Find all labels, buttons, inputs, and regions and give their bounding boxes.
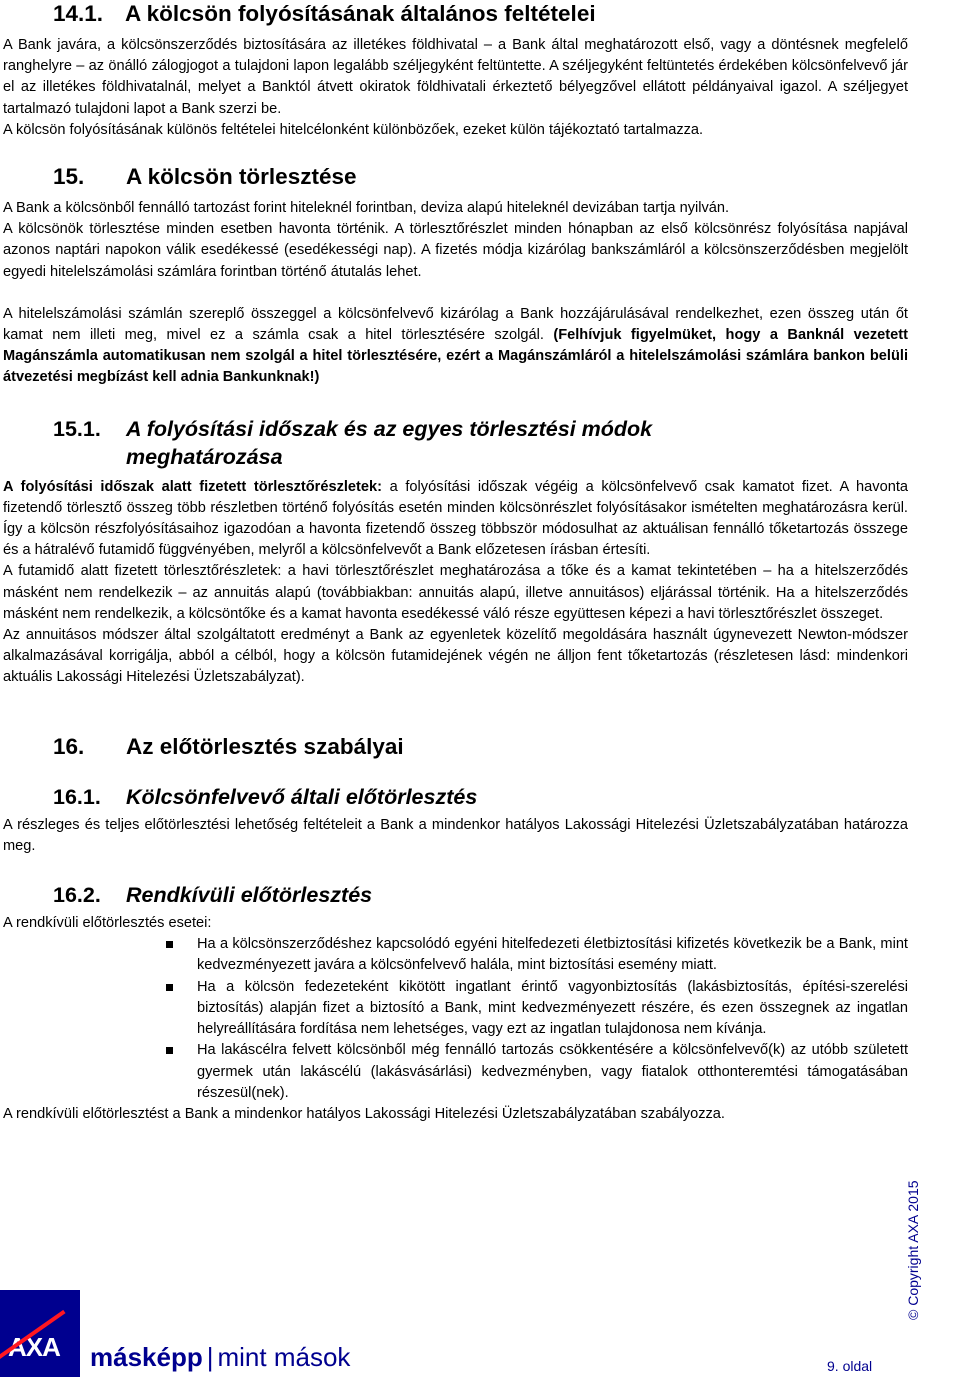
slogan-left: másképp: [90, 1342, 203, 1372]
heading-number: 15.: [53, 164, 85, 190]
heading-title: Kölcsönfelvevő általi előtörlesztés: [126, 784, 478, 809]
bullet-square-icon: [166, 941, 173, 948]
slogan-separator: |: [206, 1342, 214, 1372]
paragraph: [3, 477, 908, 562]
heading-title: Az előtörlesztés szabályai: [126, 733, 404, 759]
bullet-list: [3, 934, 908, 1104]
paragraph: A kölcsön folyósításának különös feltételei hitelcélonként különbözőek, ezeket külön tájékoztató tartalmazza.: [3, 121, 704, 138]
paragraph: A Bank javára, a kölcsönszerződés biztosítására az illetékes földhivatal – a Bank által meghatározott első, vagy a döntésnek megfelelő ranghelyre – az önálló zálogjogot a tulajdoni lapon legalább széljegyként feltüntette. A széljegyként feltüntetés érdekében kölcsönfelvevő jár el az illetékes földhivatalnál, melyet a Banktól átvett okiratok földhivatali érkeztető bélyegzővel ellátott példányaival igazol. A széljegyet tartalmazó tulajdoni lapot a Bank szerzi be.: [3, 37, 908, 117]
list-item-text: Ha a kölcsönszerződéshez kapcsolódó egyéni hitelfedezeti életbiztosítási kifizetés következik be a Bank, mint kedvezményezett javára a kölcsönfelvevő halála, mint biztosítási esemény miatt.: [197, 936, 908, 974]
paragraph: [3, 304, 908, 389]
heading-16-2: [3, 881, 908, 909]
heading-number: 15.1.: [53, 416, 101, 441]
list-item: [3, 934, 908, 976]
bullet-square-icon: [166, 1047, 173, 1054]
heading-16-1: [3, 783, 908, 811]
heading-15-1: [3, 415, 908, 471]
page-number: 9. oldal: [827, 1358, 873, 1374]
paragraph: A rendkívüli előtörlesztést a Bank a mindenkor hatályos Lakossági Hitelezési Üzletszabályzatában szabályozza.: [3, 1105, 725, 1122]
heading-title: A kölcsön törlesztése: [126, 164, 357, 190]
paragraph-bold-lead: A folyósítási időszak alatt fizetett törlesztőrészletek:: [3, 478, 382, 495]
slogan-right: mint mások: [217, 1342, 351, 1372]
paragraph: A rendkívüli előtörlesztés esetei:: [3, 915, 212, 932]
list-item-text: Ha lakáscélra felvett kölcsönből még fennálló tartozás csökkentésére a kölcsönfelvevő(k) az utóbb született gyermek után lakáscélú (lakásvásárlási) kedvezményben, vagy fiatalok otthonteremtési támogatásában részesül(nek).: [197, 1042, 908, 1101]
axa-logo: [0, 1290, 80, 1377]
heading-16: [3, 733, 908, 761]
heading-number: 16.: [53, 733, 85, 759]
heading-number: 14.1.: [53, 1, 104, 26]
heading-number: 16.2.: [53, 883, 101, 908]
heading-title: A kölcsön folyósításának általános feltételei: [125, 1, 596, 26]
logo-text: AXA: [8, 1332, 60, 1362]
paragraph: A részleges és teljes előtörlesztési lehetőség feltételeit a Bank a mindenkor hatályos Lakossági Hitelezési Üzletszabályzatában határozza meg.: [3, 816, 908, 854]
paragraph: A kölcsönök törlesztése minden esetben havonta történik. A törlesztőrészlet minden hónapban az első kölcsönrész folyósítása napjával azonos naptári napokon válik esedékessé (esedékességi nap). A fizetés módja kizárólag bankszámláról a kölcsönszerződésben megjelölt egyedi hitelelszámolási számlára forintban történő átutalás lehet.: [3, 221, 908, 280]
bullet-square-icon: [166, 984, 173, 991]
heading-number: 16.1.: [53, 784, 101, 809]
heading-14-1: [3, 0, 908, 28]
heading-title-line2: meghatározása: [126, 444, 283, 469]
paragraph-text: A hitelelszámolási számlán szereplő összeggel a kölcsönfelvevő kizárólag a Bank hozzájárulásával rendelkezhet, ezen összeg után őt kamat nem illeti meg, mivel ez a számla csak a hitel törlesztésére szolgál.: [3, 305, 908, 344]
paragraph-text: a folyósítási időszak végéig a kölcsönfelvevő csak kamatot fizet. A havonta fizetendő törlesztő összeg több részletben történő folyósítás esetén minden kölcsönrészlet folyósításakor ismételten meghatározásra kerül. Így a kölcsön részfolyósításaihoz igazodóan a havonta fizetendő összeg többször módosulhat az aktuálisan fennálló tőketartozás összege és a hátralévő futamidő függvényében, melyről a kölcsönfelvevőt a Bank előzetesen írásban értesíti.: [3, 478, 908, 559]
paragraph: A futamidő alatt fizetett törlesztőrészletek: a havi törlesztőrészlet meghatározása a tőke és a kamat tekintetében – ha a hitelszerződés másként nem rendelkezik – az annuitás alapú (továbbiakban: annuitás alapú, illetve annuitásos) eljárással történik. Ha a hitelszerződés másként nem rendelkezik, a kölcsöntőke és a kamat havonta esedékessé váló része együttesen képezi a havi törlesztőrészlet összeget.: [3, 563, 908, 622]
paragraph: Az annuitásos módszer által szolgáltatott eredményt a Bank az egyenletek közelítő megoldására használt úgynevezett Newton-módszer alkalmazásával korrigálja, abból a célból, hogy a kölcsön futamidejének végén ne álljon fent tőketartozás (részletesen lásd: mindenkori aktuális Lakossági Hitelezési Üzletszabályzat).: [3, 627, 908, 686]
heading-title-line1: A folyósítási időszak és az egyes törlesztési módok: [126, 416, 653, 441]
list-item: [3, 977, 908, 1041]
footer-slogan: [90, 1342, 350, 1373]
list-item: [3, 1040, 908, 1104]
paragraph-bold-notice: (Felhívjuk figyelmüket, hogy a Banknál vezetett Magánszámla automatikusan nem szolgál a hitel törlesztésére, ezért a Magánszámláról a hitelelszámolási számlára bankon belüli átvezetési megbízást kell adnia Bankunknak!): [3, 327, 908, 386]
copyright-notice: © Copyright AXA 2015: [905, 1180, 921, 1320]
heading-15: [3, 163, 908, 191]
heading-title: Rendkívüli előtörlesztés: [126, 883, 373, 908]
list-item-text: Ha a kölcsön fedezeteként kikötött ingatlant érintő vagyonbiztosítás (lakásbiztosítás, építési-szerelési biztosítás) alapján fizet a biztosító a Bank, mint kedvezményezett részére, és ezen összegnek az ingatlan helyreállítására fordítása nem lehetséges, vagy ezt az ingatlan tulajdonosa nem kívánja.: [197, 978, 908, 1038]
paragraph: A Bank a kölcsönből fennálló tartozást forint hiteleknél forintban, deviza alapú hiteleknél devizában tartja nyilván.: [3, 200, 730, 217]
